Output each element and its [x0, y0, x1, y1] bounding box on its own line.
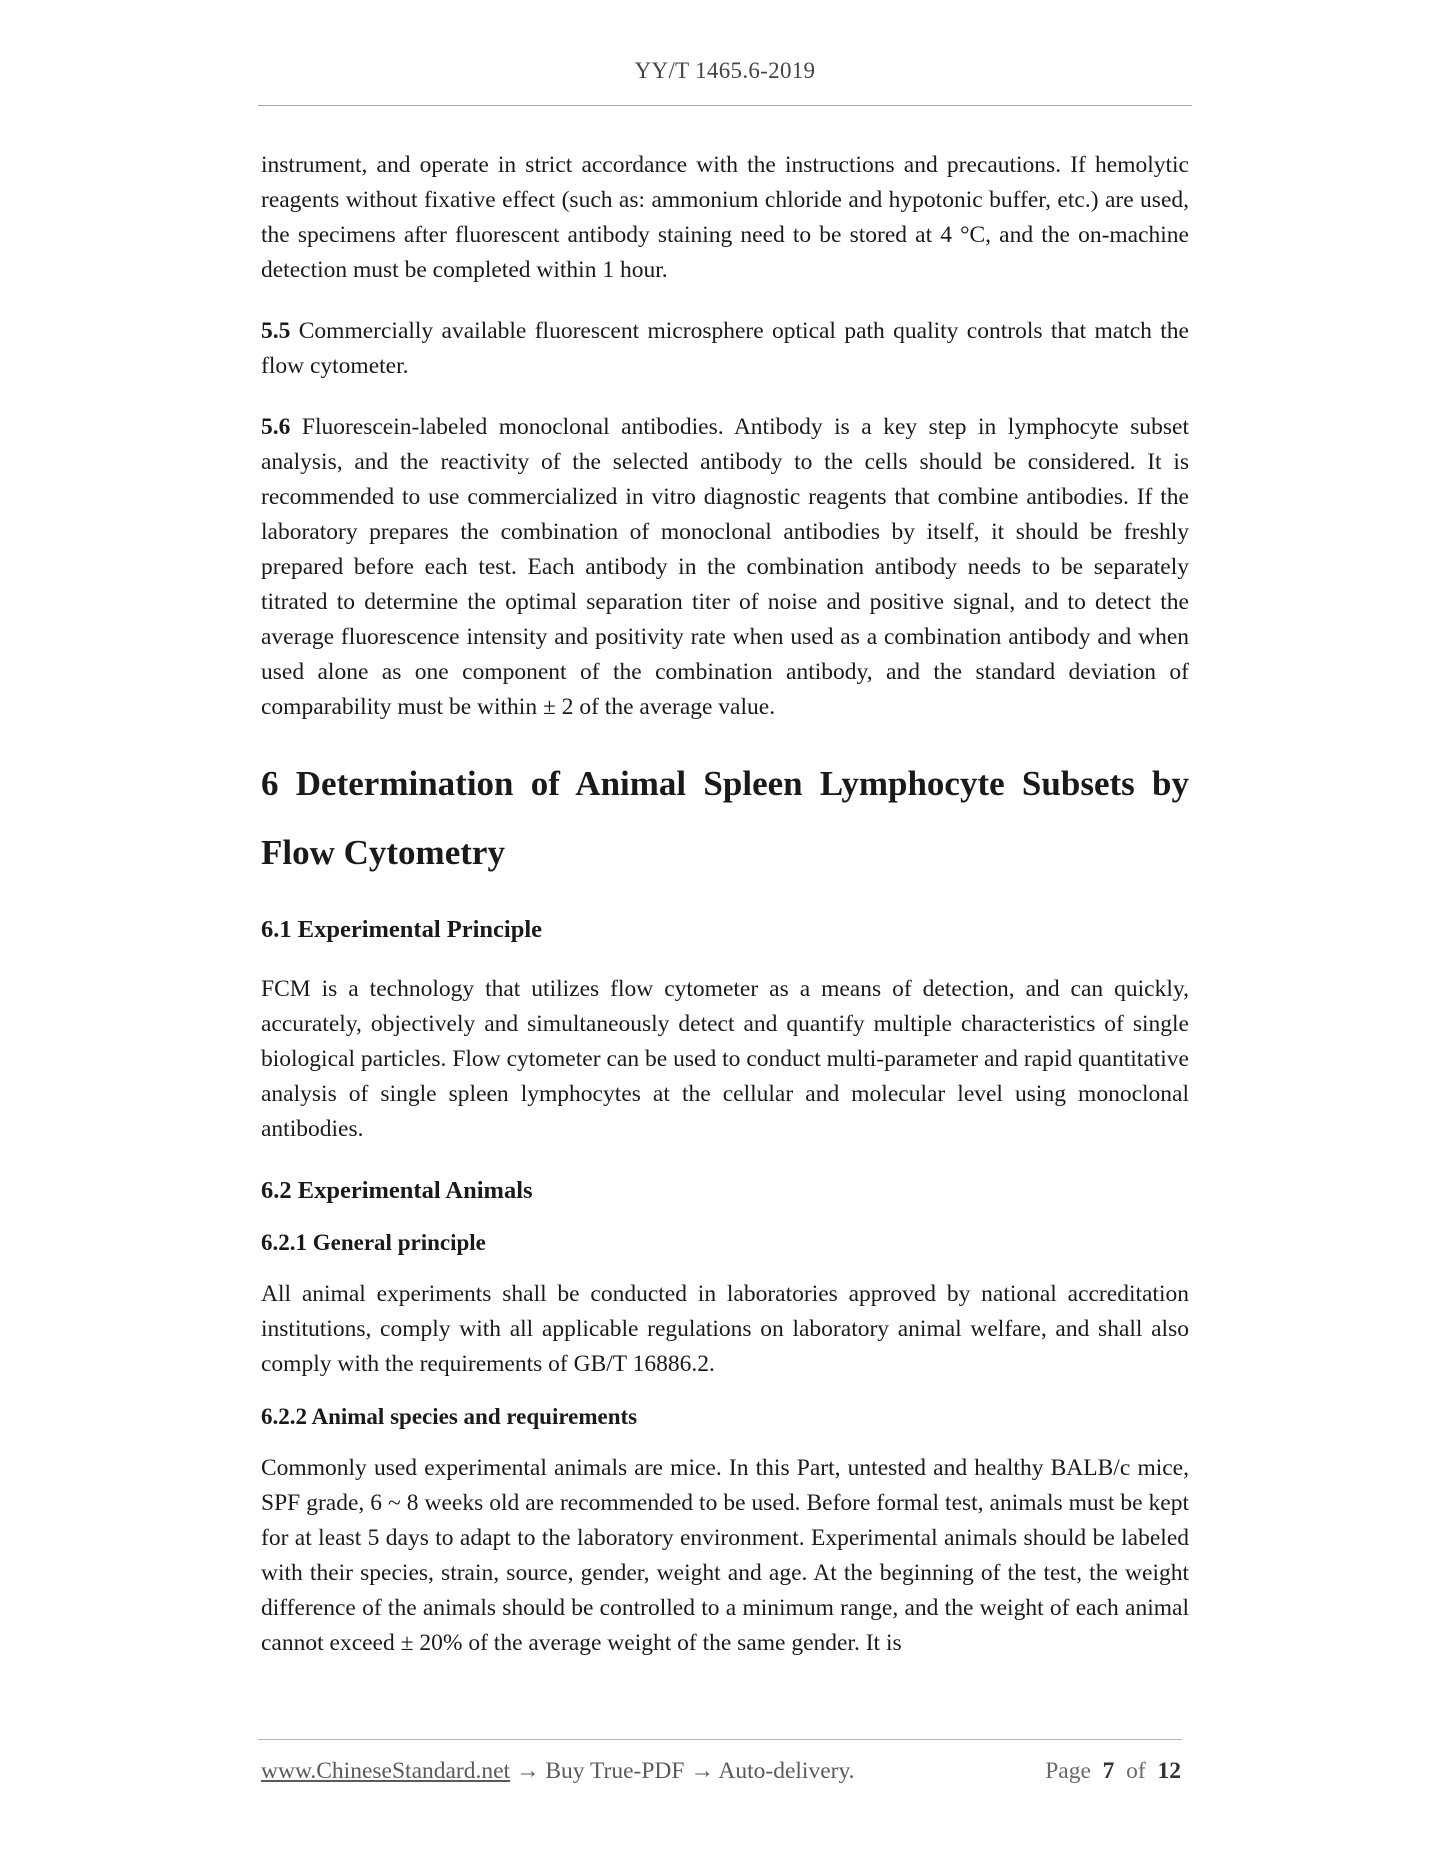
footer-promo: [261, 1758, 855, 1785]
section-6-2-2-heading: 6.2.2 Animal species and requirements: [261, 1404, 638, 1429]
document-body: [261, 148, 1189, 1661]
clause-5-5: [261, 314, 1189, 384]
clause-5-6: [261, 410, 1189, 725]
section-6-1-text: FCM is a technology that utilizes flow cytometer as a means of detection, and can quickly, accurately, objectively and simultaneously detect and quantify multiple characteristics of single biological particles. Flow cytometer can be used to conduct multi-parameter and rapid quantitative analysis of single spleen lymphocytes at the cellular and molecular level using monoclonal antibodies.: [261, 976, 1189, 1142]
paragraph-continued: instrument, and operate in strict accordance with the instructions and precautions. If hemolytic reagents without fixative effect (such as: ammonium chloride and hypotonic buffer, etc.) are used, the specimens after fluorescent antibody staining need to be stored at 4 °C, and the on-machine detection must be completed within 1 hour.: [261, 152, 1189, 283]
clause-5-6-number: 5.6: [261, 414, 291, 440]
section-6-2-2-text: Commonly used experimental animals are mice. In this Part, untested and healthy BALB/c mice, SPF grade, 6 ~ 8 weeks old are recommended to be used. Before formal test, animals must be kept for at least 5 days to adapt to the laboratory environment. Experimental animals should be labeled with their species, strain, source, gender, weight and age. At the beginning of the test, the weight difference of the animals should be controlled to a minimum range, and the weight of each animal cannot exceed ± 20% of the average weight of the same gender. It is: [261, 1455, 1189, 1656]
section-6-2-1-heading: 6.2.1 General principle: [261, 1230, 486, 1255]
footer-promo-text: → Buy True-PDF → Auto-delivery.: [510, 1758, 855, 1784]
footer-divider: [258, 1739, 1182, 1740]
chinese-standard-link[interactable]: www.ChineseStandard.net: [261, 1758, 511, 1784]
of-word: of: [1126, 1758, 1146, 1784]
clause-5-5-text: Commercially available fluorescent microsphere optical path quality controls that match the flow cytometer.: [261, 318, 1189, 379]
header-divider: [258, 105, 1192, 106]
section-6-1-heading: 6.1 Experimental Principle: [261, 916, 543, 943]
section-6-2-1-text: All animal experiments shall be conducted in laboratories approved by national accreditation institutions, comply with all applicable regulations on laboratory animal welfare, and shall also comply with the requirements of GB/T 16886.2.: [261, 1281, 1189, 1377]
page-indicator: [1045, 1758, 1181, 1785]
clause-5-5-number: 5.5: [261, 318, 291, 344]
current-page-number: 7: [1102, 1758, 1115, 1784]
total-pages: 12: [1157, 1758, 1181, 1784]
clause-5-6-text: Fluorescein-labeled monoclonal antibodies. Antibody is a key step in lymphocyte subset analysis, and the reactivity of the selected antibody to the cells should be considered. It is recommended to use commercialized in vitro diagnostic reagents that combine antibodies. If the laboratory prepares the combination of monoclonal antibodies by itself, it should be freshly prepared before each test. Each antibody in the combination antibody needs to be separately titrated to determine the optimal separation titer of noise and positive signal, and to detect the average fluorescence intensity and positivity rate when used as a combination antibody and when used alone as one component of the combination antibody, and the standard deviation of comparability must be within ± 2 of the average value.: [261, 414, 1189, 720]
page-word: Page: [1045, 1758, 1091, 1784]
section-6-title: 6 Determination of Animal Spleen Lymphocyte Subsets by Flow Cytometry: [261, 764, 1189, 872]
section-6-2-heading: 6.2 Experimental Animals: [261, 1177, 533, 1204]
page-header-standard-id: YY/T 1465.6-2019: [634, 58, 816, 83]
